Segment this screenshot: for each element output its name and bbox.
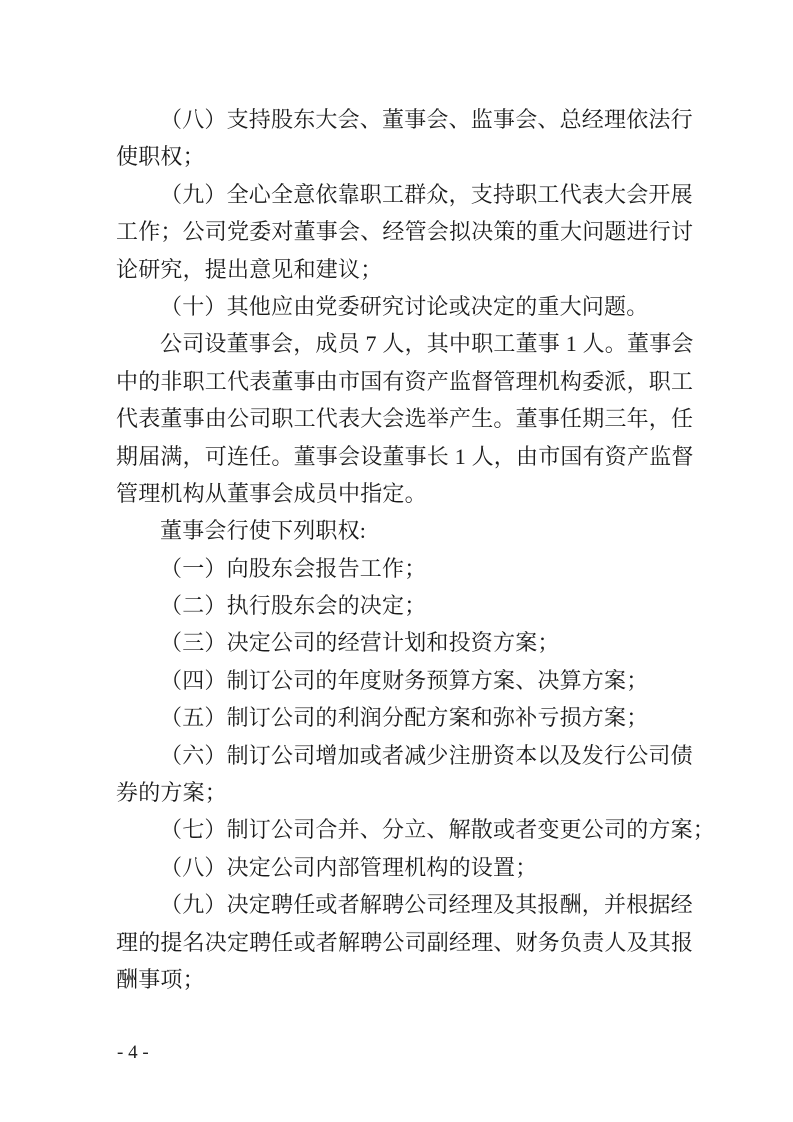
text-line: （八）决定公司内部管理机构的设置； — [160, 854, 538, 880]
text-line: （三）决定公司的经营计划和投资方案； — [160, 630, 560, 656]
text-line: 券的方案； — [116, 780, 228, 806]
text-line: （五）制订公司的利润分配方案和弥补亏损方案； — [160, 705, 649, 731]
text-line: 论研究，提出意见和建议； — [116, 256, 383, 282]
text-line: 中的非职工代表董事由市国有资产监督管理机构委派，职工 — [116, 368, 694, 394]
text-line: 酬事项； — [116, 966, 205, 992]
text-line: （二）执行股东会的决定； — [160, 593, 427, 619]
text-line: 理的提名决定聘任或者解聘公司副经理、财务负责人及其报 — [116, 929, 694, 955]
document-body — [116, 101, 726, 998]
text-line: 董事会行使下列职权: — [160, 518, 367, 544]
text-line: （九）全心全意依靠职工群众，支持职工代表大会开展 — [160, 181, 693, 207]
page-number: - 4 - — [117, 1042, 149, 1063]
text-line: 代表董事由公司职工代表大会选举产生。董事任期三年，任 — [116, 406, 694, 432]
text-line: （十）其他应由党委研究讨论或决定的重大问题。 — [160, 293, 649, 319]
text-line: 工作；公司党委对董事会、经管会拟决策的重大问题进行讨 — [116, 219, 694, 245]
text-line: （六）制订公司增加或者减少注册资本以及发行公司债 — [160, 742, 693, 768]
text-line: （八）支持股东大会、董事会、监事会、总经理依法行 — [160, 107, 693, 132]
text-line: （七）制订公司合并、分立、解散或者变更公司的方案； — [160, 817, 716, 843]
text-line: （一）向股东会报告工作； — [160, 555, 427, 581]
text-line: 公司设董事会，成员 7 人，其中职工董事 1 人。董事会 — [160, 331, 694, 357]
text-line: 管理机构从董事会成员中指定。 — [116, 480, 427, 506]
text-line: （九）决定聘任或者解聘公司经理及其报酬，并根据经 — [160, 892, 693, 918]
text-line: 期届满，可连任。董事会设董事长 1 人，由市国有资产监督 — [116, 443, 694, 469]
text-line: （四）制订公司的年度财务预算方案、决算方案； — [160, 667, 649, 693]
text-line: 使职权； — [116, 144, 205, 170]
